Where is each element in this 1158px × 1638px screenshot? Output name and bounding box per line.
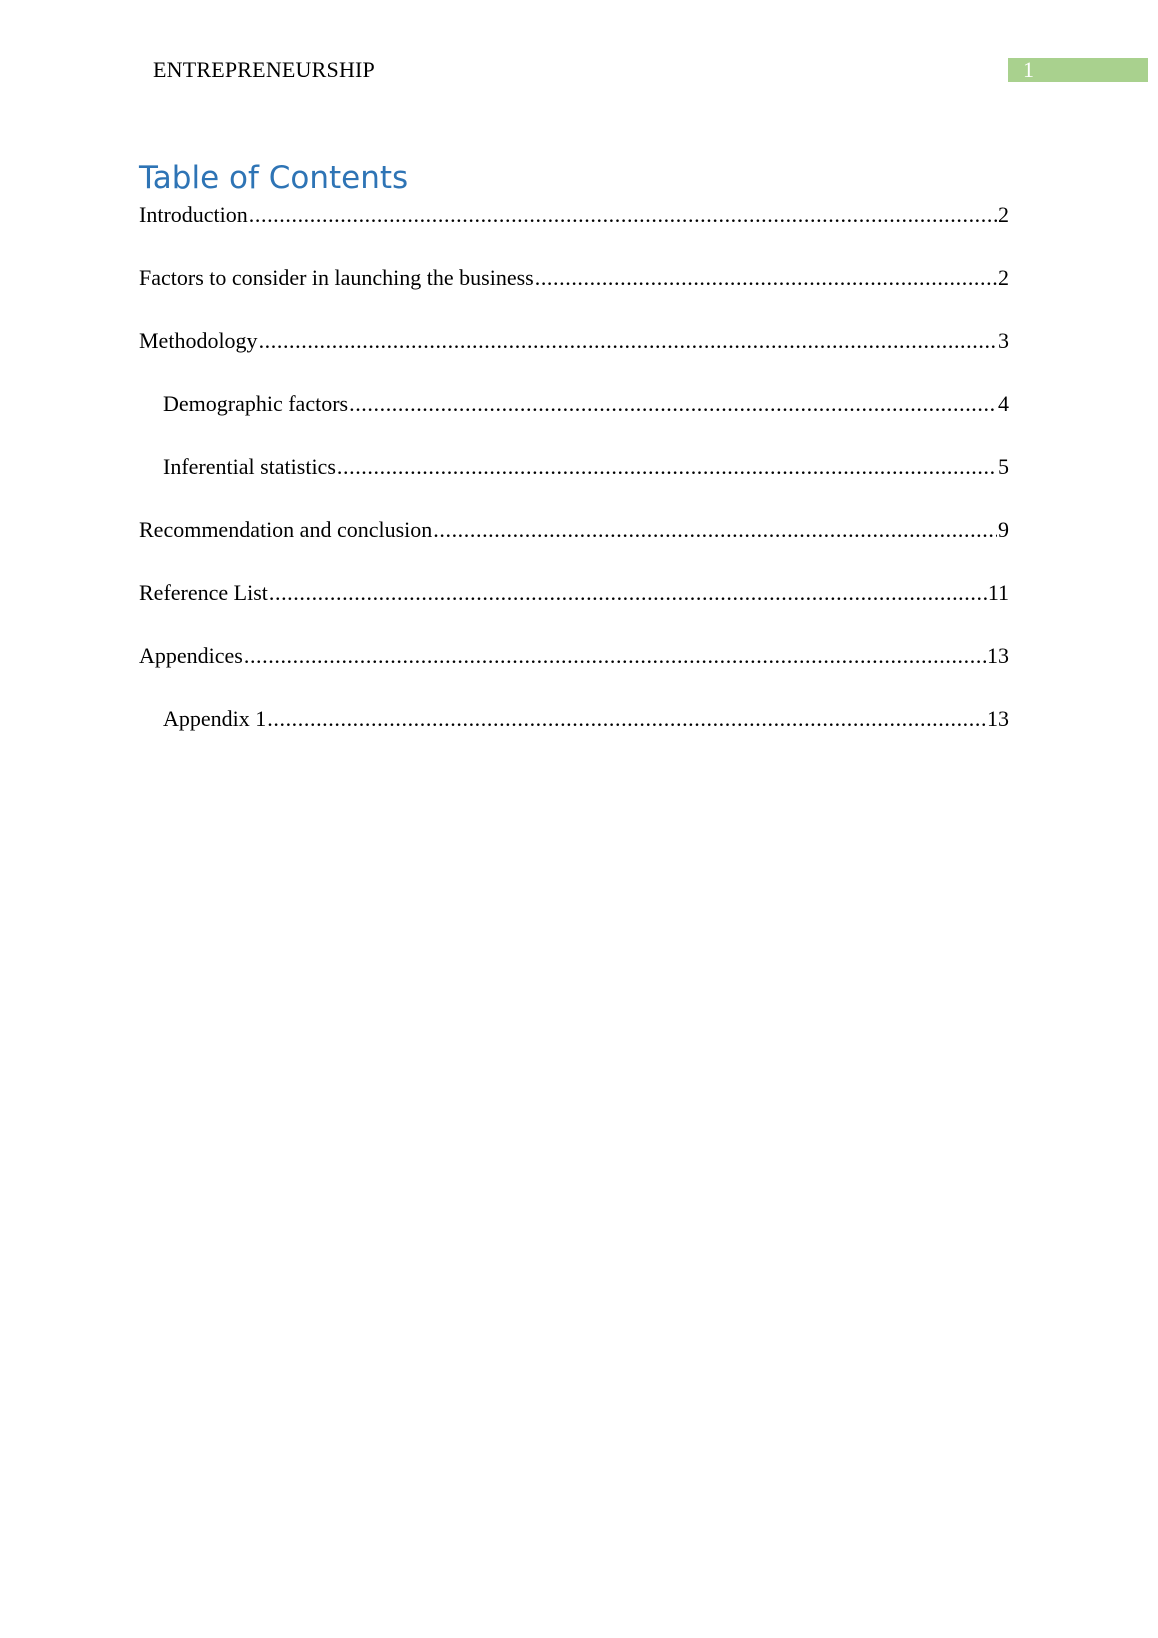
toc-entry-label: Recommendation and conclusion bbox=[139, 517, 433, 542]
toc-entry-label: Appendices bbox=[139, 643, 243, 668]
toc-entry-appendices[interactable] bbox=[139, 641, 1009, 671]
toc-dot-leader bbox=[535, 263, 997, 293]
toc-entry-label: Inferential statistics bbox=[163, 454, 336, 479]
toc-entry-introduction[interactable] bbox=[139, 200, 1009, 230]
toc-dot-leader bbox=[244, 641, 986, 671]
toc-entry-page: 13 bbox=[987, 706, 1009, 731]
toc-entry-label: Methodology bbox=[139, 328, 258, 353]
toc-entry-inferential-statistics[interactable] bbox=[139, 452, 1009, 482]
toc-entry-appendix-1[interactable] bbox=[139, 704, 1009, 734]
toc-dot-leader bbox=[433, 515, 997, 545]
toc-dot-leader bbox=[269, 578, 987, 608]
running-header-title: ENTREPRENEURSHIP bbox=[153, 57, 375, 82]
toc-dot-leader bbox=[259, 326, 997, 356]
toc-entry-label: Introduction bbox=[139, 202, 248, 227]
toc-entry-factors[interactable] bbox=[139, 263, 1009, 293]
toc-entry-methodology[interactable] bbox=[139, 326, 1009, 356]
toc-entry-label: Factors to consider in launching the business bbox=[139, 265, 534, 290]
toc-dot-leader bbox=[349, 389, 997, 419]
page-number-badge: 1 bbox=[1008, 58, 1148, 82]
toc-entry-page: 2 bbox=[998, 265, 1009, 290]
toc-entry-label: Appendix 1 bbox=[163, 706, 267, 731]
toc-entry-label: Reference List bbox=[139, 580, 268, 605]
toc-entry-label: Demographic factors bbox=[163, 391, 349, 416]
toc-dot-leader bbox=[267, 704, 986, 734]
toc-dot-leader bbox=[337, 452, 997, 482]
toc-entry-page: 4 bbox=[998, 391, 1009, 416]
toc-entry-reference-list[interactable] bbox=[139, 578, 1009, 608]
toc-entry-page: 9 bbox=[998, 517, 1009, 542]
table-of-contents bbox=[139, 200, 1009, 767]
toc-entry-recommendation[interactable] bbox=[139, 515, 1009, 545]
toc-dot-leader bbox=[249, 200, 997, 230]
toc-entry-page: 5 bbox=[998, 454, 1009, 479]
toc-entry-page: 13 bbox=[987, 643, 1009, 668]
toc-entry-page: 3 bbox=[998, 328, 1009, 353]
toc-heading: Table of Contents bbox=[139, 160, 409, 196]
toc-entry-demographic-factors[interactable] bbox=[139, 389, 1009, 419]
toc-entry-page: 2 bbox=[998, 202, 1009, 227]
toc-entry-page: 11 bbox=[987, 580, 1009, 605]
